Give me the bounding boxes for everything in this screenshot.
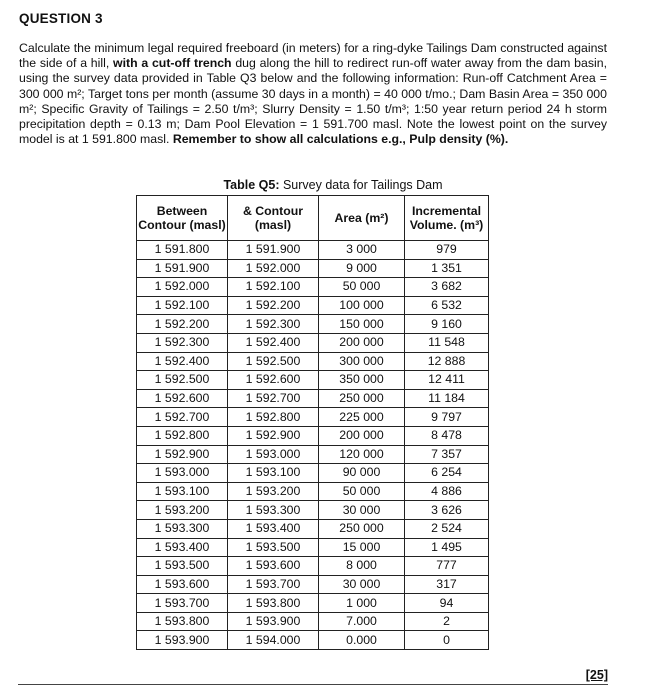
area-cell: 15 000 xyxy=(319,538,405,557)
marks-total: [25] xyxy=(585,668,608,682)
and-contour-cell: 1 593.300 xyxy=(228,501,319,520)
and-contour-cell: 1 593.700 xyxy=(228,575,319,594)
table-row xyxy=(137,501,489,520)
header-area: Area (m²) xyxy=(319,196,405,241)
area-cell: 225 000 xyxy=(319,408,405,427)
table-row xyxy=(137,371,489,390)
and-contour-cell: 1 592.700 xyxy=(228,389,319,408)
between-contour-cell: 1 592.000 xyxy=(137,278,228,297)
table-row xyxy=(137,464,489,483)
and-contour-cell: 1 593.600 xyxy=(228,557,319,576)
table-row xyxy=(137,631,489,650)
area-cell: 9 000 xyxy=(319,259,405,278)
between-contour-cell: 1 592.300 xyxy=(137,333,228,352)
area-cell: 250 000 xyxy=(319,519,405,538)
table-row xyxy=(137,389,489,408)
area-cell: 200 000 xyxy=(319,333,405,352)
between-contour-cell: 1 592.500 xyxy=(137,371,228,390)
area-cell: 3 000 xyxy=(319,241,405,260)
header-between-contour: Between Contour (masl) xyxy=(137,196,228,241)
and-contour-cell: 1 592.900 xyxy=(228,426,319,445)
incremental-volume-cell: 777 xyxy=(405,557,489,576)
incremental-volume-cell: 6 254 xyxy=(405,464,489,483)
incremental-volume-cell: 7 357 xyxy=(405,445,489,464)
area-cell: 250 000 xyxy=(319,389,405,408)
and-contour-cell: 1 592.500 xyxy=(228,352,319,371)
table-row xyxy=(137,594,489,613)
between-contour-cell: 1 593.500 xyxy=(137,557,228,576)
incremental-volume-cell: 0 xyxy=(405,631,489,650)
between-contour-cell: 1 593.700 xyxy=(137,594,228,613)
area-cell: 300 000 xyxy=(319,352,405,371)
between-contour-cell: 1 591.800 xyxy=(137,241,228,260)
between-contour-cell: 1 593.600 xyxy=(137,575,228,594)
and-contour-cell: 1 592.200 xyxy=(228,296,319,315)
area-cell: 120 000 xyxy=(319,445,405,464)
incremental-volume-cell: 2 524 xyxy=(405,519,489,538)
table-caption-label: Table Q5: xyxy=(223,178,280,192)
and-contour-cell: 1 593.200 xyxy=(228,482,319,501)
incremental-volume-cell: 979 xyxy=(405,241,489,260)
question-text-part-2: dug along the hill to redirect run-off water away from the dam basin, using the survey data provided in Table Q3 below and the following information: Run-off Catchment Area = 300 000 m²; Target tons per month (assume 30 days in a month) = 40 000 t/mo.; Dam Basin Area = 350 000 m²; Specific Gravity of Tailings = 2.50 t/m³; Slurry Density = 1.50 t/m³; 1:50 year return period 24 h storm precipitation depth = 0.13 m; Dam Pool Elevation = 1 591.700 masl. Note the lowest point on the survey model is at 1 591.800 masl. xyxy=(19,56,607,147)
incremental-volume-cell: 3 626 xyxy=(405,501,489,520)
area-cell: 0.000 xyxy=(319,631,405,650)
table-row xyxy=(137,296,489,315)
and-contour-cell: 1 592.600 xyxy=(228,371,319,390)
question-title: QUESTION 3 xyxy=(19,11,103,26)
between-contour-cell: 1 592.600 xyxy=(137,389,228,408)
header-and-contour: & Contour (masl) xyxy=(228,196,319,241)
between-contour-cell: 1 593.300 xyxy=(137,519,228,538)
and-contour-cell: 1 593.000 xyxy=(228,445,319,464)
question-text-part-1: Calculate the minimum legal required freeboard (in meters) for a ring-dyke Tailings Dam constructed against the side of a hill, xyxy=(19,41,607,71)
and-contour-cell: 1 592.800 xyxy=(228,408,319,427)
between-contour-cell: 1 592.100 xyxy=(137,296,228,315)
and-contour-cell: 1 591.900 xyxy=(228,241,319,260)
incremental-volume-cell: 9 160 xyxy=(405,315,489,334)
area-cell: 200 000 xyxy=(319,426,405,445)
table-row xyxy=(137,482,489,501)
and-contour-cell: 1 592.000 xyxy=(228,259,319,278)
table-caption xyxy=(0,178,652,192)
and-contour-cell: 1 592.300 xyxy=(228,315,319,334)
question-text-bold: with a cut-off trench xyxy=(113,56,232,71)
and-contour-cell: 1 593.800 xyxy=(228,594,319,613)
and-contour-cell: 1 594.000 xyxy=(228,631,319,650)
incremental-volume-cell: 4 886 xyxy=(405,482,489,501)
incremental-volume-cell: 8 478 xyxy=(405,426,489,445)
between-contour-cell: 1 592.900 xyxy=(137,445,228,464)
incremental-volume-cell: 94 xyxy=(405,594,489,613)
area-cell: 1 000 xyxy=(319,594,405,613)
area-cell: 8 000 xyxy=(319,557,405,576)
table-row xyxy=(137,333,489,352)
header-incremental-volume: Incremental Volume. (m³) xyxy=(405,196,489,241)
incremental-volume-cell: 1 495 xyxy=(405,538,489,557)
between-contour-cell: 1 593.100 xyxy=(137,482,228,501)
table-row xyxy=(137,278,489,297)
table-row xyxy=(137,557,489,576)
question-instruction: Remember to show all calculations e.g., Pulp density (%). xyxy=(172,132,509,147)
between-contour-cell: 1 592.800 xyxy=(137,426,228,445)
between-contour-cell: 1 593.200 xyxy=(137,501,228,520)
and-contour-cell: 1 593.900 xyxy=(228,612,319,631)
incremental-volume-cell: 1 351 xyxy=(405,259,489,278)
between-contour-cell: 1 592.700 xyxy=(137,408,228,427)
and-contour-cell: 1 593.500 xyxy=(228,538,319,557)
table-caption-text: Survey data for Tailings Dam xyxy=(282,178,443,192)
table-row xyxy=(137,315,489,334)
table-row xyxy=(137,259,489,278)
survey-table xyxy=(136,195,489,650)
between-contour-cell: 1 593.400 xyxy=(137,538,228,557)
between-contour-cell: 1 593.000 xyxy=(137,464,228,483)
between-contour-cell: 1 593.900 xyxy=(137,631,228,650)
table-row xyxy=(137,612,489,631)
area-cell: 50 000 xyxy=(319,278,405,297)
question-body xyxy=(19,41,607,147)
survey-table-body xyxy=(137,241,489,650)
between-contour-cell: 1 593.800 xyxy=(137,612,228,631)
table-row xyxy=(137,352,489,371)
area-cell: 50 000 xyxy=(319,482,405,501)
table-header-row xyxy=(137,196,489,241)
incremental-volume-cell: 3 682 xyxy=(405,278,489,297)
incremental-volume-cell: 2 xyxy=(405,612,489,631)
incremental-volume-cell: 9 797 xyxy=(405,408,489,427)
between-contour-cell: 1 591.900 xyxy=(137,259,228,278)
table-row xyxy=(137,538,489,557)
and-contour-cell: 1 593.100 xyxy=(228,464,319,483)
bottom-divider xyxy=(18,684,608,685)
table-row xyxy=(137,575,489,594)
table-row xyxy=(137,241,489,260)
incremental-volume-cell: 6 532 xyxy=(405,296,489,315)
and-contour-cell: 1 592.400 xyxy=(228,333,319,352)
between-contour-cell: 1 592.400 xyxy=(137,352,228,371)
area-cell: 100 000 xyxy=(319,296,405,315)
area-cell: 90 000 xyxy=(319,464,405,483)
area-cell: 350 000 xyxy=(319,371,405,390)
between-contour-cell: 1 592.200 xyxy=(137,315,228,334)
table-row xyxy=(137,408,489,427)
area-cell: 150 000 xyxy=(319,315,405,334)
and-contour-cell: 1 592.100 xyxy=(228,278,319,297)
table-row xyxy=(137,426,489,445)
and-contour-cell: 1 593.400 xyxy=(228,519,319,538)
incremental-volume-cell: 317 xyxy=(405,575,489,594)
area-cell: 30 000 xyxy=(319,501,405,520)
table-row xyxy=(137,519,489,538)
table-row xyxy=(137,445,489,464)
incremental-volume-cell: 11 548 xyxy=(405,333,489,352)
area-cell: 7.000 xyxy=(319,612,405,631)
incremental-volume-cell: 12 411 xyxy=(405,371,489,390)
incremental-volume-cell: 11 184 xyxy=(405,389,489,408)
area-cell: 30 000 xyxy=(319,575,405,594)
incremental-volume-cell: 12 888 xyxy=(405,352,489,371)
